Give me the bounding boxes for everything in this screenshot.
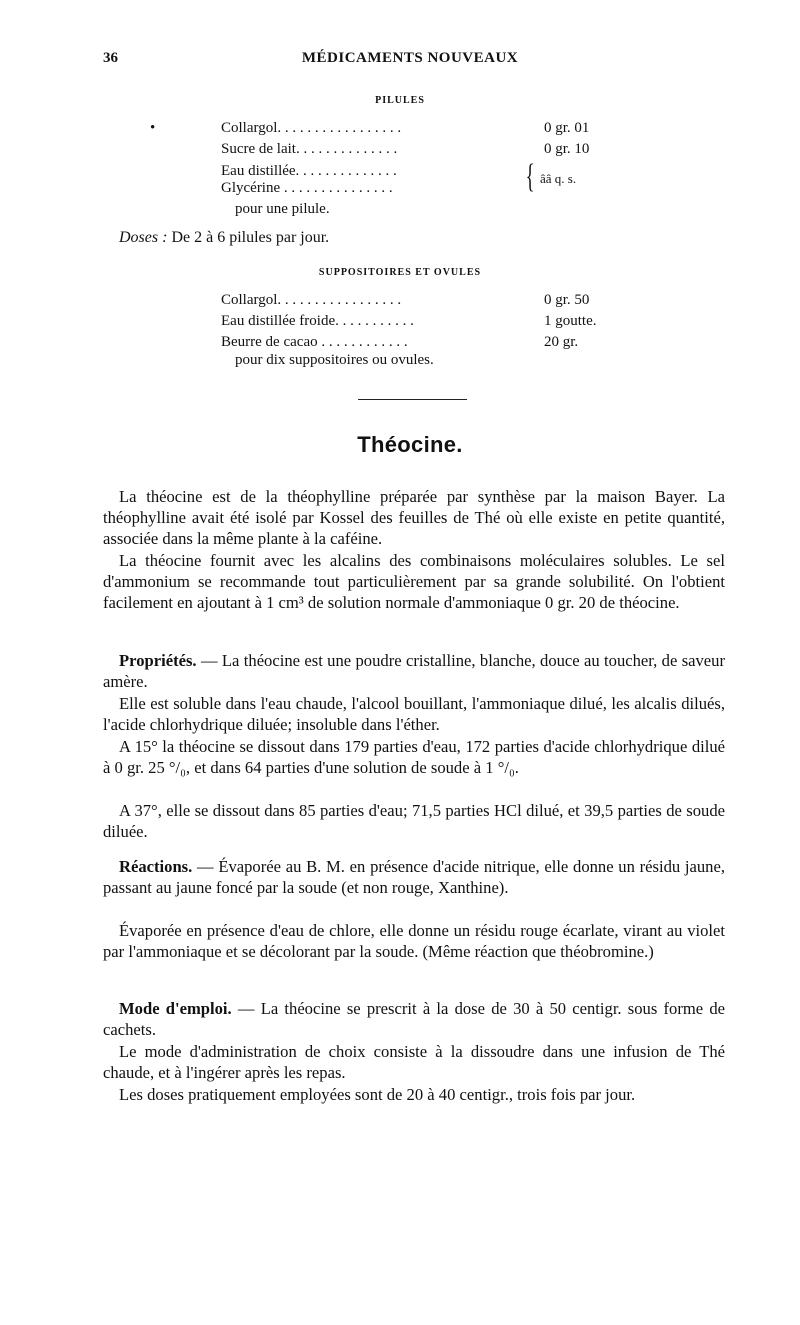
paragraph-mode-emploi bbox=[103, 998, 725, 1040]
pilules-per-unit: pour une pilule. bbox=[235, 201, 330, 217]
bullet-mark: • bbox=[150, 120, 156, 136]
page-number: 36 bbox=[103, 50, 118, 66]
doses-text: De 2 à 6 pilules par jour. bbox=[167, 229, 330, 246]
supp-ingredient: Eau distillée froide. . . . . . . . . . . bbox=[221, 313, 414, 329]
pilules-ingredient: Eau distillée. . . . . . . . . . . . . . bbox=[221, 163, 397, 179]
proprietes-text: — La théocine est une poudre cristalline, blanche, douce au toucher, de saveur amère. bbox=[103, 651, 725, 692]
pilules-quantity: 0 gr. 10 bbox=[544, 141, 590, 157]
supp-quantity: 0 gr. 50 bbox=[544, 292, 590, 308]
pilules-ingredient: Collargol. . . . . . . . . . . . . . . . . bbox=[221, 120, 402, 136]
paragraph-chlore: Évaporée en présence d'eau de chlore, elle donne un résidu rouge écarlate, virant au violet par l'ammoniaque et se décolorant par la soude. (Même réaction que théobromine.) bbox=[103, 921, 725, 962]
section-title: Théocine. bbox=[357, 432, 463, 457]
running-title: MÉDICAMENTS NOUVEAUX bbox=[301, 50, 519, 66]
supp-per-unit: pour dix suppositoires ou ovules. bbox=[235, 352, 434, 368]
paragraph-solubility: Elle est soluble dans l'eau chaude, l'alcool bouillant, l'ammoniaque dilué, les alcalis dilués, l'acide chlorhydrique diluée; insoluble dans l'éther. bbox=[103, 694, 725, 735]
suppositoires-heading: SUPPOSITOIRES ET OVULES bbox=[318, 267, 482, 278]
section-divider bbox=[358, 399, 467, 400]
pilules-brace-quantity: ââ q. s. bbox=[540, 171, 577, 186]
pilules-quantity: 0 gr. 01 bbox=[544, 120, 590, 136]
paragraph-administration: Le mode d'administration de choix consiste à la dissoudre dans une infusion de Thé chaude, et à l'ingérer après les repas. bbox=[103, 1042, 725, 1083]
paragraph-doses: Les doses pratiquement employées sont de 20 à 40 centigr., trois fois par jour. bbox=[119, 1085, 636, 1104]
paragraph-salts: La théocine fournit avec les alcalins des combinaisons moléculaires solubles. Le sel d'ammonium se recommande tout particulièrement par sa grande solubilité. On l'obtient facilement en ajoutant à 1 cm³ de solution normale d'ammoniaque 0 gr. 20 de théocine. bbox=[103, 551, 725, 613]
supp-quantity: 1 goutte. bbox=[544, 313, 597, 329]
paragraph-intro: La théocine est de la théophylline préparée par synthèse par la maison Bayer. La théophylline avait été isolé par Kossel des feuilles de Thé où elle existe en petite quantité, associée dans la même plante à la caféine. bbox=[103, 487, 725, 549]
supp-ingredient: Collargol. . . . . . . . . . . . . . . . . bbox=[221, 292, 402, 308]
pilules-ingredient: Glycérine . . . . . . . . . . . . . . . bbox=[221, 180, 393, 196]
supp-quantity: 20 gr. bbox=[544, 334, 579, 350]
paragraph-reactions bbox=[103, 856, 725, 898]
paragraph-proprietes bbox=[103, 650, 725, 692]
reactions-text: — Évaporée au B. M. en présence d'acide nitrique, elle donne un résidu jaune, passant au jaune foncé par la soude (et non rouge, Xanthine). bbox=[103, 857, 725, 898]
brace-icon: { bbox=[525, 158, 535, 195]
doses-line bbox=[119, 229, 329, 247]
proprietes-label: Propriétés. bbox=[119, 651, 197, 670]
paragraph-37deg: A 37°, elle se dissout dans 85 parties d'eau; 71,5 parties HCl dilué, et 39,5 parties de soude diluée. bbox=[103, 801, 725, 842]
doses-label: Doses : bbox=[119, 229, 168, 246]
pilules-ingredient: Sucre de lait. . . . . . . . . . . . . . bbox=[221, 141, 398, 157]
mode-emploi-label: Mode d'emploi. bbox=[119, 999, 232, 1018]
supp-ingredient: Beurre de cacao . . . . . . . . . . . . bbox=[221, 334, 408, 350]
pilules-heading: PILULES bbox=[375, 95, 425, 106]
mode-emploi-text: — La théocine se prescrit à la dose de 30 à 50 centigr. sous forme de cachets. bbox=[103, 999, 725, 1040]
reactions-label: Réactions. bbox=[119, 857, 193, 876]
paragraph-15deg: A 15° la théocine se dissout dans 179 parties d'eau, 172 parties d'acide chlorhydrique dilué à 0 gr. 25 °/₀, et dans 64 parties d'une solution de soude à 1 °/₀. bbox=[103, 737, 725, 778]
